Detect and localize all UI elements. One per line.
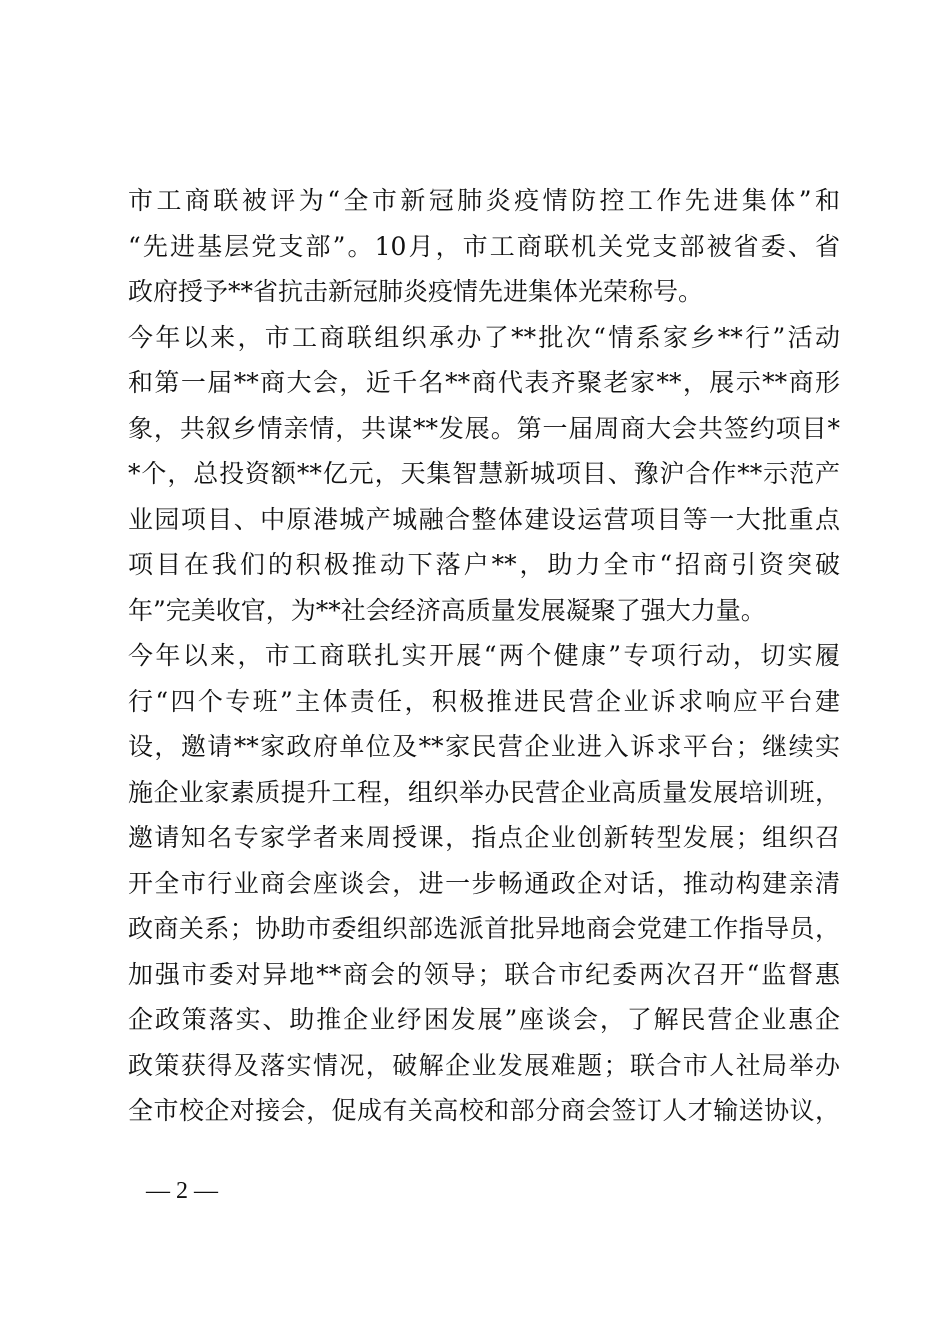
text-line: 邀请知名专家学者来周授课，指点企业创新转型发展；组织召 [128, 823, 840, 852]
paragraph-1 [128, 178, 840, 315]
text-line: 行“四个专班”主体责任，积极推进民营企业诉求响应平台建 [128, 686, 840, 716]
text-line: 业园项目、中原港城产城融合整体建设运营项目等一大批重点 [128, 504, 840, 534]
paragraph-2 [128, 315, 840, 634]
text-line: 和第一届**商大会，近千名**商代表齐聚老家**，展示**商形 [128, 368, 840, 397]
text-line: 全市校企对接会，促成有关高校和部分商会签订人才输送协议， [128, 1096, 840, 1125]
page-number: — 2 — [146, 1178, 218, 1204]
text-line: 加强市委对异地**商会的领导；联合市纪委两次召开“监督惠 [128, 959, 840, 989]
body-text [128, 178, 840, 1134]
text-line: “先进基层党支部”。10月，市工商联机关党支部被省委、省 [128, 231, 840, 261]
text-line: 开全市行业商会座谈会，进一步畅通政企对话，推动构建亲清 [128, 868, 840, 898]
text-line: 政策获得及落实情况，破解企业发展难题；联合市人社局举办 [128, 1050, 840, 1080]
text-line: 企政策落实、助推企业纾困发展”座谈会，了解民营企业惠企 [128, 1005, 840, 1034]
text-line: *个，总投资额**亿元，天集智慧新城项目、豫沪合作**示范产 [128, 459, 840, 488]
text-line: 施企业家素质提升工程，组织举办民营企业高质量发展培训班， [128, 777, 840, 807]
paragraph-3 [128, 633, 840, 1134]
text-line: 今年以来，市工商联组织承办了**批次“情系家乡**行”活动 [128, 322, 840, 352]
text-line: 项目在我们的积极推动下落户**，助力全市“招商引资突破 [128, 550, 840, 579]
text-line: 今年以来，市工商联扎实开展“两个健康”专项行动，切实履 [128, 641, 840, 670]
text-line: 象，共叙乡情亲情，共谋**发展。第一届周商大会共签约项目* [128, 413, 840, 443]
text-line: 设，邀请**家政府单位及**家民营企业进入诉求平台；继续实 [128, 732, 840, 761]
text-line: 政商关系；协助市委组织部选派首批异地商会党建工作指导员， [128, 914, 840, 943]
text-line: 市工商联被评为“全市新冠肺炎疫情防控工作先进集体”和 [128, 186, 840, 215]
text-line: 政府授予**省抗击新冠肺炎疫情先进集体光荣称号。 [128, 277, 704, 306]
text-line: 年”完美收官，为**社会经济高质量发展凝聚了强大力量。 [128, 595, 766, 625]
